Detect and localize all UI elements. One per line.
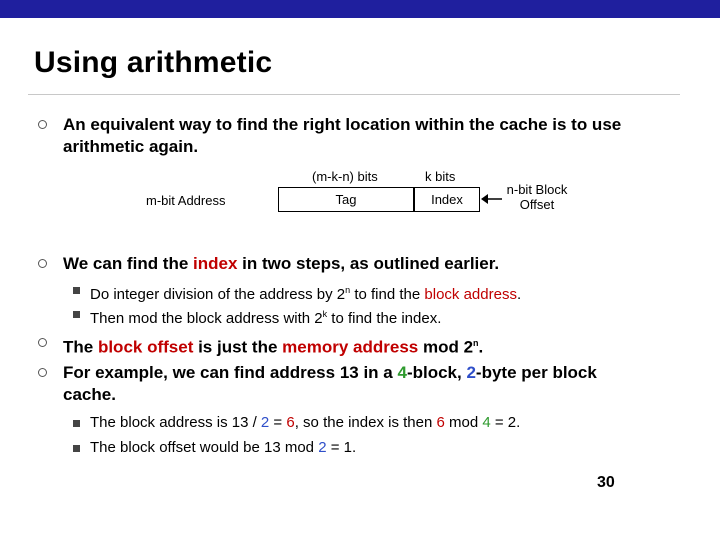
sub-bullet-4b: The block offset would be 13 mod 2 = 1. (90, 439, 357, 456)
sub-bullet-2a: Do integer division of the address by 2$^n$ to find the block address. (90, 285, 522, 303)
sub-bullet-marker (73, 445, 80, 452)
bullet-marker (38, 259, 47, 268)
slide-title: Using arithmetic (34, 46, 273, 79)
bullet-2-text: We can find the index in two steps, as outlined earlier. (63, 254, 500, 273)
top-bar (0, 0, 720, 18)
bullet-marker (38, 120, 47, 129)
title-divider (28, 94, 680, 95)
sub-bullet-marker (73, 287, 80, 294)
page-number: 30 (597, 474, 615, 491)
sub-bullet-marker (73, 420, 80, 427)
bullet-4-text: For example, we can find address 13 in a 4-block, 2-byte per block cache. (63, 363, 597, 404)
sub-bullet-marker (73, 311, 80, 318)
address-fields-box (278, 187, 480, 212)
sub-bullet-4a: The block address is 13 / 2 = 6, so the index is then 6 mod 4 = 2. (90, 414, 521, 431)
offset-label: n-bit Block Offset (506, 182, 568, 212)
bullet-marker (38, 338, 47, 347)
tag-field: Tag (335, 192, 357, 207)
sub-bullet-2b: Then mod the block address with 2$^k$ to find the index. (90, 309, 442, 327)
tag-bits-header: (m-k-n) bits (312, 169, 378, 184)
bullet-3-text: The block offset is just the memory address mod 2$^n$. (63, 337, 484, 357)
address-label: m-bit Address (146, 193, 226, 208)
index-field: Index (431, 192, 463, 207)
index-bits-header: k bits (425, 169, 456, 184)
bullet-marker (38, 368, 47, 377)
bullet-1-text: An equivalent way to find the right location within the cache is to use arithmetic again. (63, 115, 622, 156)
